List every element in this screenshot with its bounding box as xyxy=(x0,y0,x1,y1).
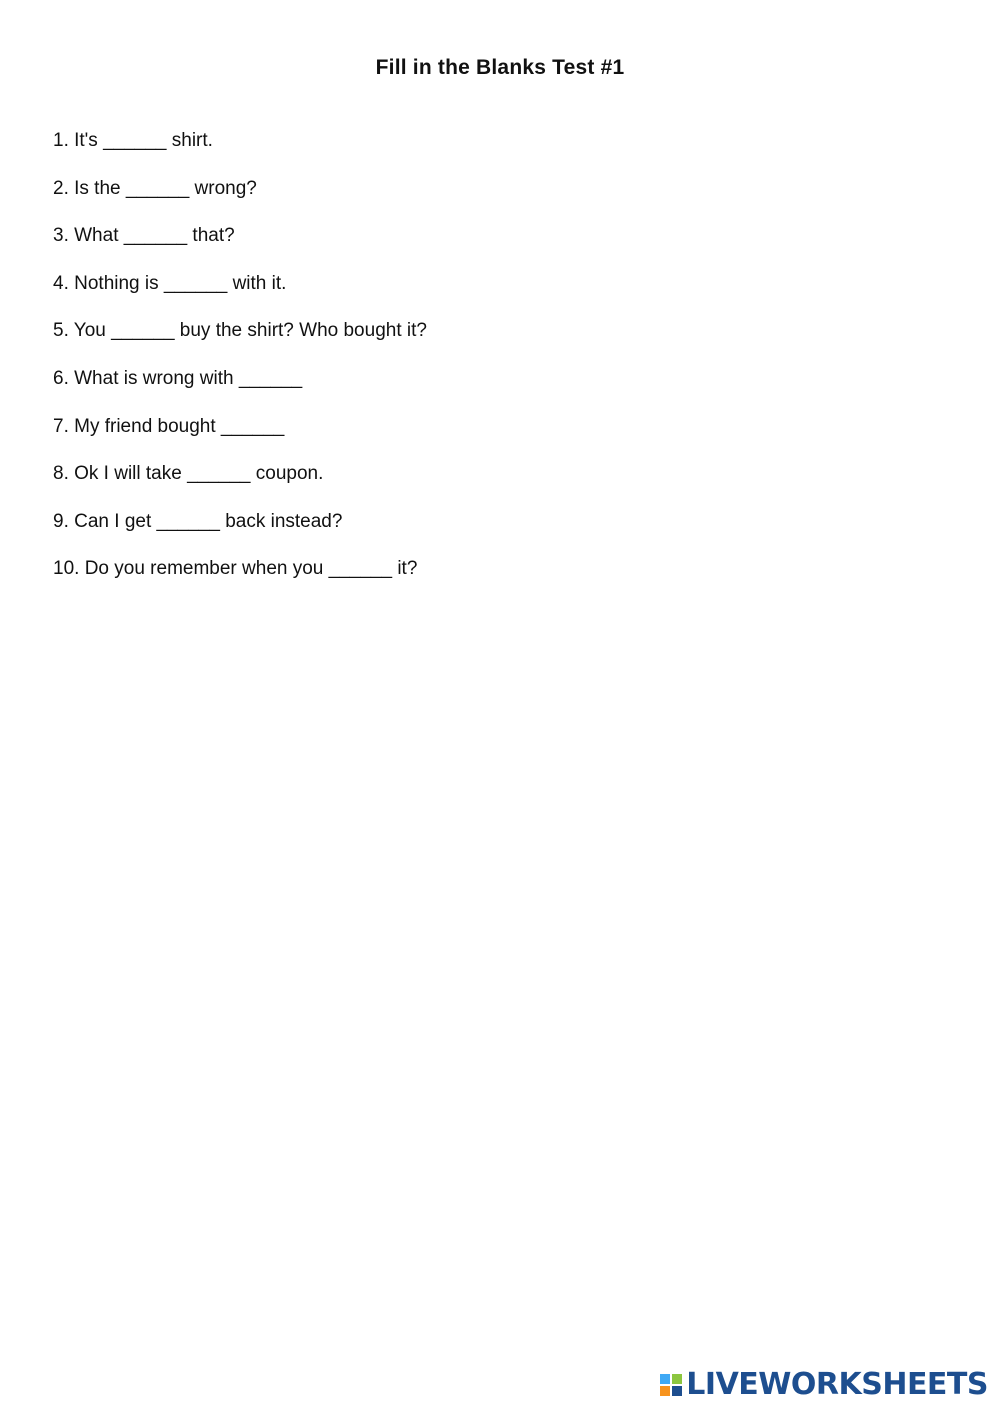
question-3: 3. What ______ that? xyxy=(53,225,235,247)
logo-square-1 xyxy=(660,1374,670,1384)
question-9: 9. Can I get ______ back instead? xyxy=(53,510,343,532)
logo-square-2 xyxy=(672,1374,682,1384)
question-2: 2. Is the ______ wrong? xyxy=(53,177,257,199)
question-list xyxy=(53,129,427,605)
question-5: 5. You ______ buy the shirt? Who bought it? xyxy=(53,320,427,342)
question-6: 6. What is wrong with ______ xyxy=(53,367,303,389)
logo-square-4 xyxy=(672,1386,682,1396)
question-4: 4. Nothing is ______ with it. xyxy=(53,272,287,294)
logo-square-3 xyxy=(660,1386,670,1396)
question-7: 7. My friend bought ______ xyxy=(53,415,285,437)
liveworksheets-logo xyxy=(660,1367,988,1402)
question-8: 8. Ok I will take ______ coupon. xyxy=(53,463,324,485)
logo-text: LIVEWORKSHEETS xyxy=(686,1367,988,1402)
question-1: 1. It's ______ shirt. xyxy=(53,130,213,151)
question-10: 10. Do you remember when you ______ it? xyxy=(53,558,418,580)
liveworksheets-logo-icon xyxy=(660,1374,682,1396)
page-title: Fill in the Blanks Test #1 xyxy=(375,56,625,79)
